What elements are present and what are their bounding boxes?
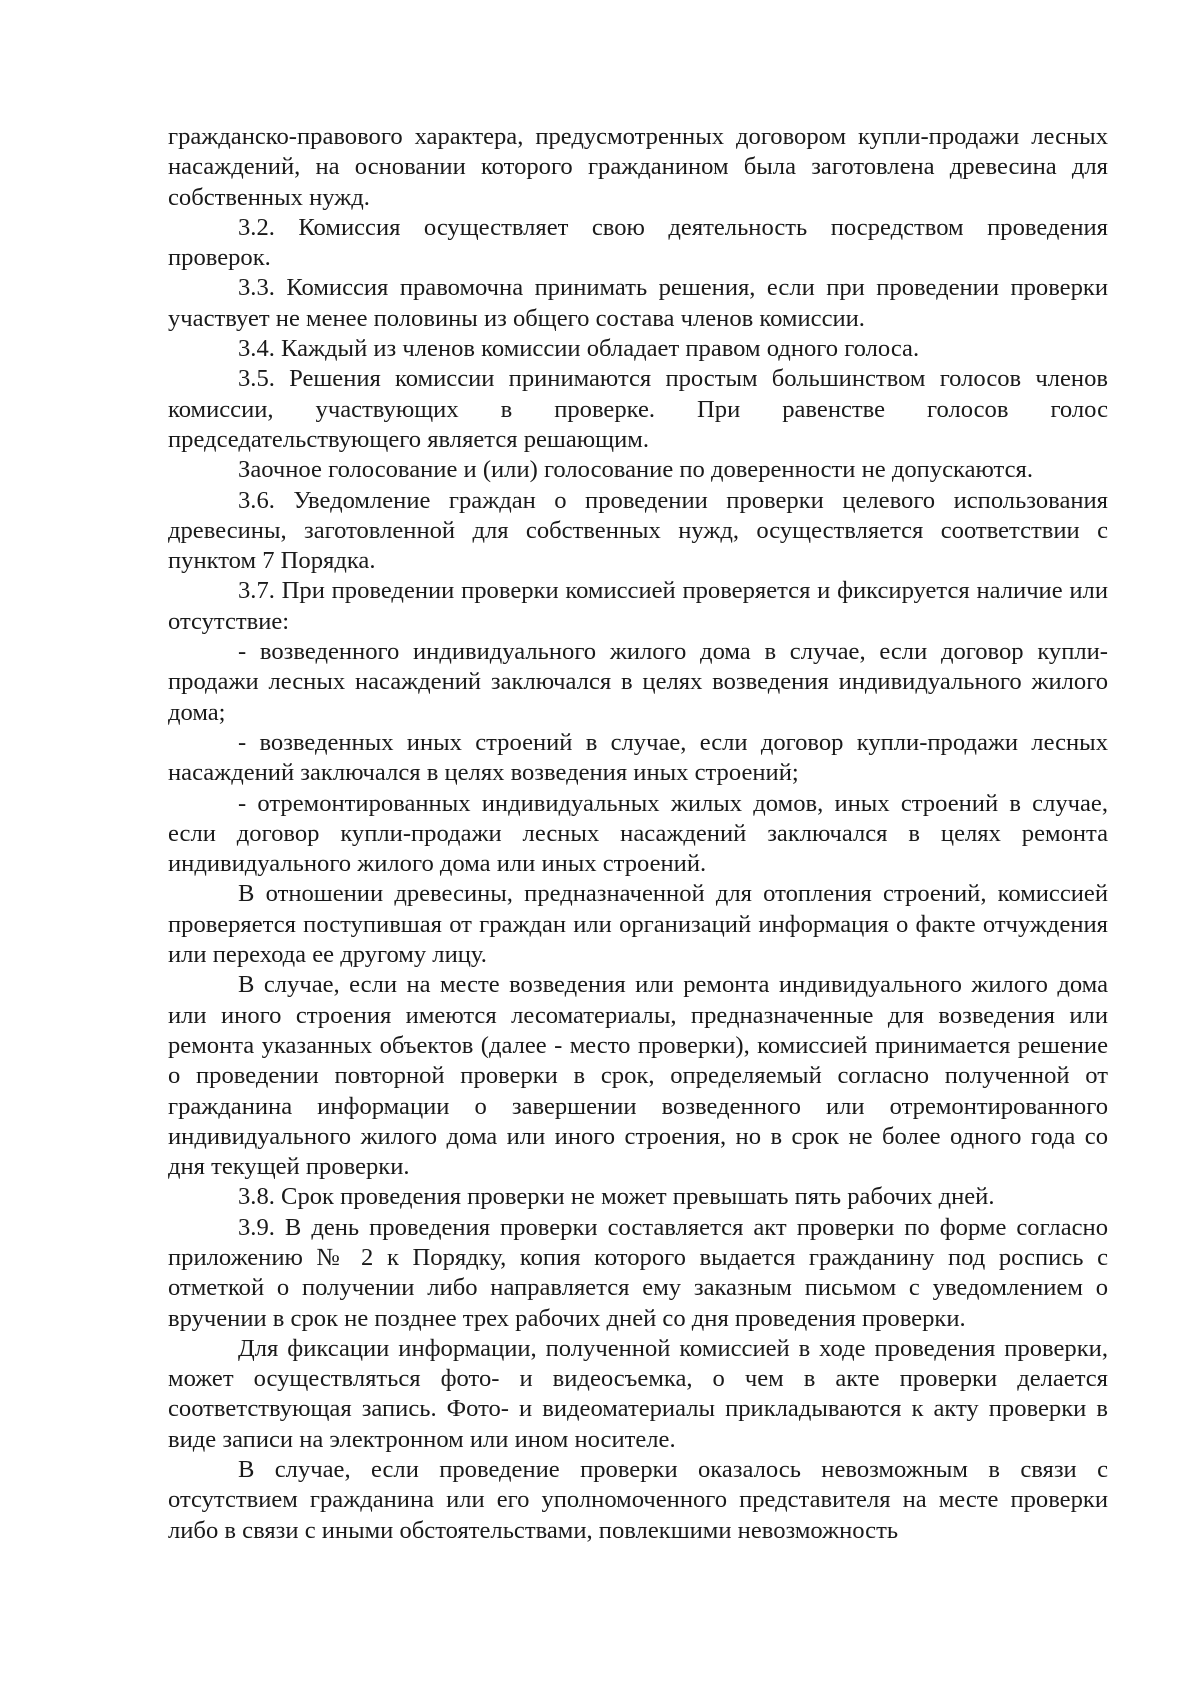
paragraph-continuation: гражданско-правового характера, предусмотренных договором купли-продажи лесных насаждений, на основании которого гражданином была заготовлена древесина для собственных нужд. bbox=[168, 123, 1108, 211]
paragraph-photo: Для фиксации информации, полученной комиссией в ходе проведения проверки, может осуществляться фото- и видеосъемка, о чем в акте проверки делается соответствующая запись. Фото- и видеоматериалы прикладываются к акту проверки в виде записи на электронном или ином носителе. bbox=[168, 1334, 1108, 1453]
paragraph-3-7: 3.7. При проведении проверки комиссией проверяется и фиксируется наличие или отсутствие: bbox=[168, 577, 1108, 635]
paragraph-3-3: 3.3. Комиссия правомочна принимать решения, если при проведении проверки участвует не менее половины из общего состава членов комиссии. bbox=[168, 274, 1108, 332]
paragraph-3-5: 3.5. Решения комиссии принимаются простым большинством голосов членов комиссии, участвующих в проверке. При равенстве голосов голос председательствующего является решающим. bbox=[168, 365, 1108, 453]
document-body bbox=[168, 122, 1108, 1546]
paragraph-3-6: 3.6. Уведомление граждан о проведении проверки целевого использования древесины, заготовленной для собственных нужд, осуществляется соответствии с пунктом 7 Порядка. bbox=[168, 486, 1108, 575]
paragraph-impossible: В случае, если проведение проверки оказалось невозможным в связи с отсутствием гражданина или его уполномоченного представителя на месте проверки либо в связи с иными обстоятельствами, повлекшими невозможность bbox=[168, 1456, 1108, 1544]
paragraph-3-9: 3.9. В день проведения проверки составляется акт проверки по форме согласно приложению № 2 к Порядку, копия которого выдается гражданину под роспись с отметкой о получении либо направляется ему заказным письмом с уведомлением о вручении в срок не позднее трех рабочих дней со дня проведения проверки. bbox=[168, 1213, 1108, 1332]
paragraph-3-2: 3.2. Комиссия осуществляет свою деятельность посредством проведения проверок. bbox=[168, 213, 1108, 272]
paragraph-repeat-check: В случае, если на месте возведения или ремонта индивидуального жилого дома или иного строения имеются лесоматериалы, предназначенные для возведения или ремонта указанных объектов (далее - место проверки), комиссией принимается решение о проведении повторной проверки в срок, определяемый согласно полученной от гражданина информации о завершении возведенного или отремонтированного индивидуального жилого дома или иного строения, но в срок не более одного года со дня текущей проверки. bbox=[168, 971, 1108, 1181]
list-item-repaired: - отремонтированных индивидуальных жилых домов, иных строений в случае, если договор купли-продажи лесных насаждений заключался в целях ремонта индивидуального жилого дома или иных строений. bbox=[168, 789, 1108, 878]
paragraph-zaochnoe: Заочное голосование и (или) голосование по доверенности не допускаются. bbox=[238, 456, 1033, 484]
list-item-house: - возведенного индивидуального жилого дома в случае, если договор купли-продажи лесных насаждений заключался в целях возведения индивидуального жилого дома; bbox=[168, 638, 1108, 726]
list-item-other-buildings: - возведенных иных строений в случае, если договор купли-продажи лесных насаждений заключался в целях возведения иных строений; bbox=[168, 728, 1108, 787]
paragraph-3-4: 3.4. Каждый из членов комиссии обладает правом одного голоса. bbox=[238, 335, 920, 363]
paragraph-3-8: 3.8. Срок проведения проверки не может превышать пять рабочих дней. bbox=[238, 1183, 995, 1211]
paragraph-heating: В отношении древесины, предназначенной для отопления строений, комиссией проверяется поступившая от граждан или организаций информация о факте отчуждения или перехода ее другому лицу. bbox=[168, 880, 1108, 969]
